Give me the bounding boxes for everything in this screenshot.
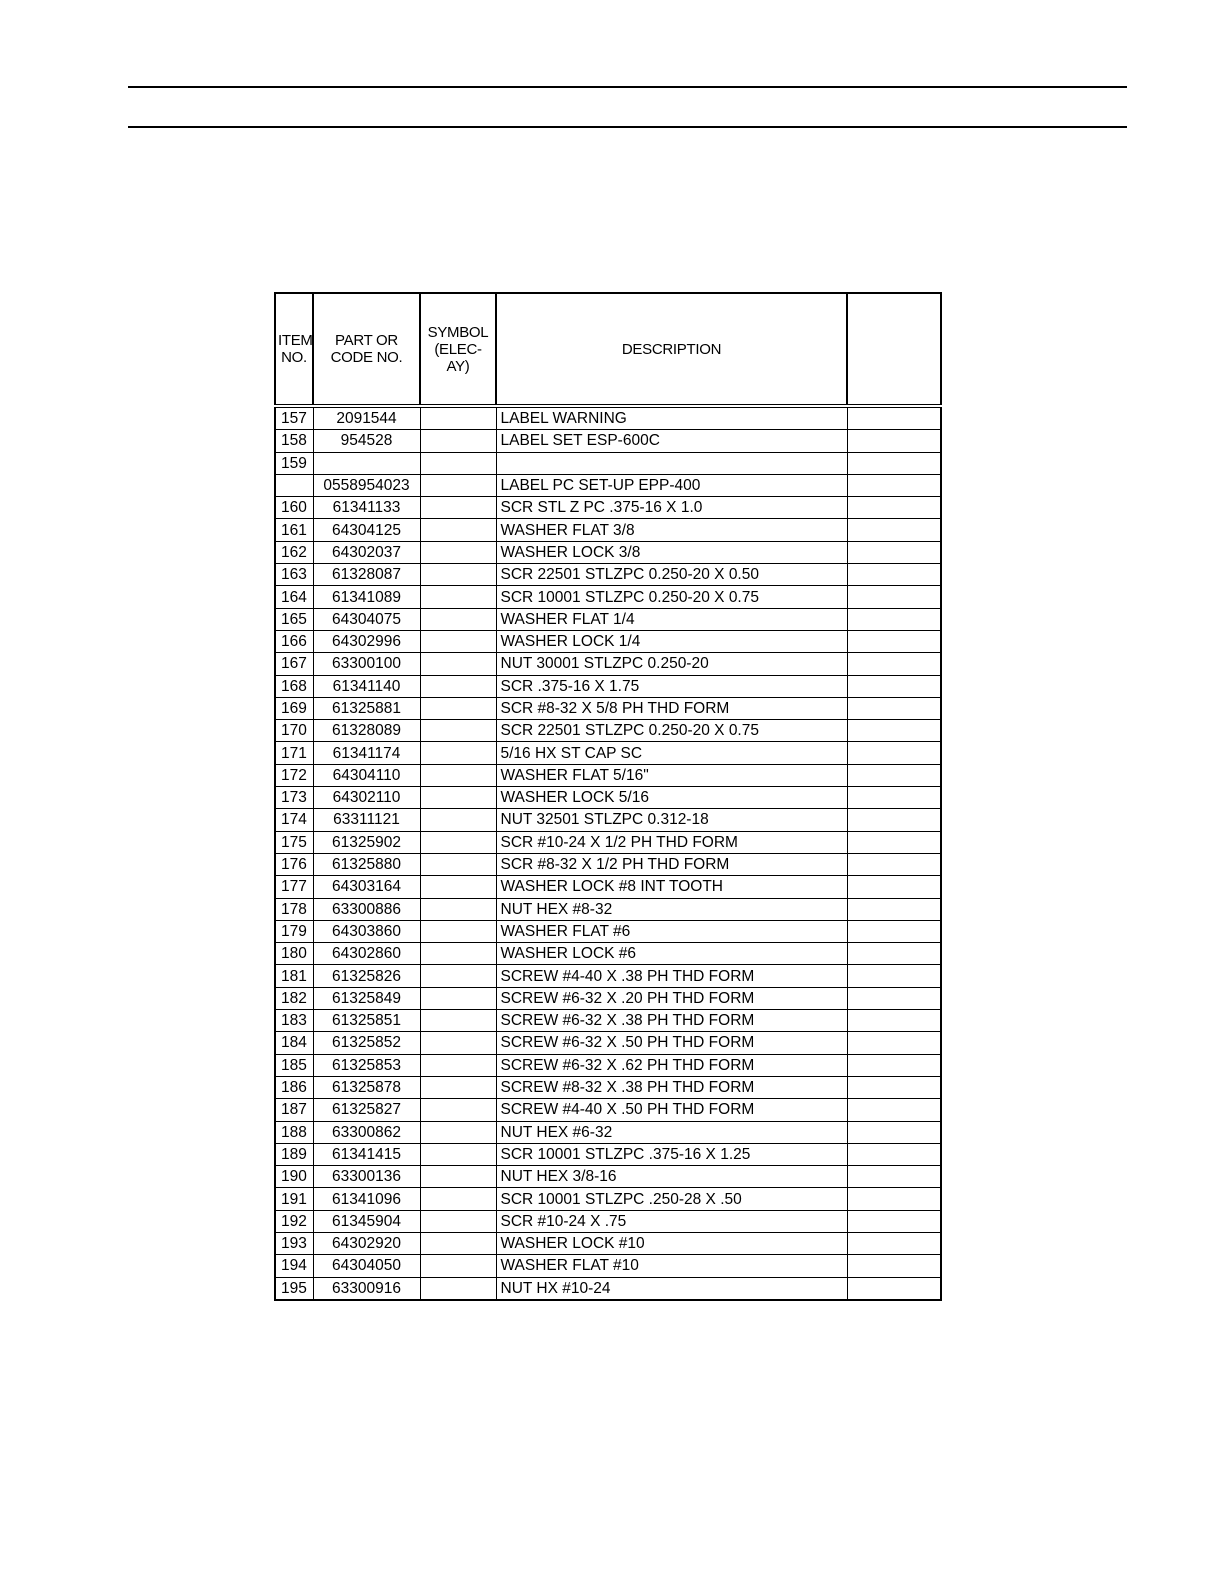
symbol-cell <box>420 675 496 697</box>
part-code-cell: 954528 <box>313 430 420 452</box>
table-row <box>275 430 941 452</box>
part-code-cell: 64303164 <box>313 876 420 898</box>
description-cell: WASHER FLAT 1/4 <box>496 608 847 630</box>
symbol-cell <box>420 430 496 452</box>
part-code-cell: 61328089 <box>313 720 420 742</box>
blank-cell <box>847 586 941 608</box>
symbol-cell <box>420 564 496 586</box>
symbol-cell <box>420 1210 496 1232</box>
part-code-cell: 64302110 <box>313 787 420 809</box>
table-row <box>275 965 941 987</box>
header-item-no: ITEM NO. <box>275 293 313 406</box>
item-number-cell: 181 <box>275 965 313 987</box>
item-number-cell: 170 <box>275 720 313 742</box>
blank-cell <box>847 1076 941 1098</box>
table-row <box>275 809 941 831</box>
blank-cell <box>847 1210 941 1232</box>
symbol-cell <box>420 474 496 496</box>
description-cell: SCREW #4-40 X .38 PH THD FORM <box>496 965 847 987</box>
description-cell: WASHER LOCK #10 <box>496 1232 847 1254</box>
symbol-cell <box>420 920 496 942</box>
blank-cell <box>847 430 941 452</box>
table-row <box>275 898 941 920</box>
blank-cell <box>847 541 941 563</box>
part-code-cell: 64304050 <box>313 1255 420 1277</box>
blank-cell <box>847 406 941 430</box>
item-number-cell: 168 <box>275 675 313 697</box>
table-row <box>275 1121 941 1143</box>
symbol-cell <box>420 876 496 898</box>
table-row <box>275 742 941 764</box>
blank-cell <box>847 1166 941 1188</box>
table-row <box>275 1076 941 1098</box>
symbol-cell <box>420 497 496 519</box>
item-number-cell: 159 <box>275 452 313 474</box>
description-cell: WASHER LOCK #6 <box>496 943 847 965</box>
symbol-cell <box>420 541 496 563</box>
blank-cell <box>847 787 941 809</box>
blank-cell <box>847 564 941 586</box>
table-row <box>275 497 941 519</box>
item-number-cell: 161 <box>275 519 313 541</box>
table-row <box>275 1210 941 1232</box>
item-number-cell: 175 <box>275 831 313 853</box>
item-number-cell: 182 <box>275 987 313 1009</box>
symbol-cell <box>420 1277 496 1300</box>
symbol-cell <box>420 1143 496 1165</box>
description-cell: NUT HEX 3/8-16 <box>496 1166 847 1188</box>
table-row <box>275 474 941 496</box>
description-cell: WASHER FLAT #6 <box>496 920 847 942</box>
table-row <box>275 675 941 697</box>
blank-cell <box>847 675 941 697</box>
blank-cell <box>847 1188 941 1210</box>
table-row <box>275 519 941 541</box>
item-number-cell: 177 <box>275 876 313 898</box>
description-cell: SCR 10001 STLZPC .250-28 X .50 <box>496 1188 847 1210</box>
symbol-cell <box>420 987 496 1009</box>
part-code-cell: 63300862 <box>313 1121 420 1143</box>
header-description: DESCRIPTION <box>496 293 847 406</box>
description-cell: WASHER FLAT 3/8 <box>496 519 847 541</box>
table-row <box>275 720 941 742</box>
table-row <box>275 586 941 608</box>
symbol-cell <box>420 720 496 742</box>
item-number-cell: 160 <box>275 497 313 519</box>
part-code-cell: 0558954023 <box>313 474 420 496</box>
part-code-cell: 61328087 <box>313 564 420 586</box>
symbol-cell <box>420 742 496 764</box>
header-rule-bottom <box>128 126 1127 128</box>
table-row <box>275 1166 941 1188</box>
blank-cell <box>847 898 941 920</box>
blank-cell <box>847 920 941 942</box>
description-cell: LABEL WARNING <box>496 406 847 430</box>
item-number-cell: 190 <box>275 1166 313 1188</box>
description-cell: SCR #8-32 X 1/2 PH THD FORM <box>496 853 847 875</box>
item-number-cell: 189 <box>275 1143 313 1165</box>
symbol-cell <box>420 1255 496 1277</box>
description-cell: WASHER LOCK 3/8 <box>496 541 847 563</box>
part-code-cell: 64304110 <box>313 764 420 786</box>
blank-cell <box>847 1277 941 1300</box>
symbol-cell <box>420 586 496 608</box>
description-cell: LABEL SET ESP-600C <box>496 430 847 452</box>
description-cell: NUT 32501 STLZPC 0.312-18 <box>496 809 847 831</box>
symbol-cell <box>420 831 496 853</box>
item-number-cell: 194 <box>275 1255 313 1277</box>
part-code-cell: 61345904 <box>313 1210 420 1232</box>
table-row <box>275 1255 941 1277</box>
description-cell: SCREW #6-32 X .38 PH THD FORM <box>496 1010 847 1032</box>
item-number-cell: 164 <box>275 586 313 608</box>
part-code-cell: 61325852 <box>313 1032 420 1054</box>
description-cell: SCR #8-32 X 5/8 PH THD FORM <box>496 697 847 719</box>
part-code-cell: 61325880 <box>313 853 420 875</box>
part-code-cell: 63300886 <box>313 898 420 920</box>
item-number-cell: 185 <box>275 1054 313 1076</box>
item-number-cell: 162 <box>275 541 313 563</box>
table-row <box>275 943 941 965</box>
table-row <box>275 920 941 942</box>
description-cell: WASHER FLAT 5/16" <box>496 764 847 786</box>
part-code-cell: 64302037 <box>313 541 420 563</box>
part-code-cell: 61325902 <box>313 831 420 853</box>
symbol-cell <box>420 809 496 831</box>
part-code-cell: 61325853 <box>313 1054 420 1076</box>
part-code-cell: 63300916 <box>313 1277 420 1300</box>
blank-cell <box>847 764 941 786</box>
description-cell: SCR 10001 STLZPC .375-16 X 1.25 <box>496 1143 847 1165</box>
description-cell: NUT HX #10-24 <box>496 1277 847 1300</box>
symbol-cell <box>420 965 496 987</box>
symbol-cell <box>420 787 496 809</box>
part-code-cell: 2091544 <box>313 406 420 430</box>
table-row <box>275 853 941 875</box>
blank-cell <box>847 697 941 719</box>
item-number-cell: 172 <box>275 764 313 786</box>
item-number-cell <box>275 474 313 496</box>
part-code-cell: 61341415 <box>313 1143 420 1165</box>
description-cell: SCREW #6-32 X .50 PH THD FORM <box>496 1032 847 1054</box>
description-cell: SCR 22501 STLZPC 0.250-20 X 0.50 <box>496 564 847 586</box>
symbol-cell <box>420 697 496 719</box>
part-code-cell: 61325849 <box>313 987 420 1009</box>
symbol-cell <box>420 608 496 630</box>
blank-cell <box>847 1099 941 1121</box>
table-row <box>275 1232 941 1254</box>
part-code-cell: 64302860 <box>313 943 420 965</box>
part-code-cell: 61325827 <box>313 1099 420 1121</box>
symbol-cell <box>420 1054 496 1076</box>
symbol-cell <box>420 764 496 786</box>
table-row <box>275 541 941 563</box>
description-cell: WASHER FLAT #10 <box>496 1255 847 1277</box>
part-code-cell: 64303860 <box>313 920 420 942</box>
blank-cell <box>847 630 941 652</box>
header-blank <box>847 293 941 406</box>
symbol-cell <box>420 630 496 652</box>
part-code-cell: 61341089 <box>313 586 420 608</box>
symbol-cell <box>420 1076 496 1098</box>
table-row <box>275 1054 941 1076</box>
symbol-cell <box>420 452 496 474</box>
symbol-cell <box>420 519 496 541</box>
blank-cell <box>847 1054 941 1076</box>
header-rule-top <box>128 86 1127 88</box>
table-row <box>275 697 941 719</box>
part-code-cell <box>313 452 420 474</box>
part-code-cell: 61341133 <box>313 497 420 519</box>
symbol-cell <box>420 1166 496 1188</box>
description-cell: SCREW #6-32 X .62 PH THD FORM <box>496 1054 847 1076</box>
description-cell: NUT HEX #8-32 <box>496 898 847 920</box>
blank-cell <box>847 876 941 898</box>
blank-cell <box>847 987 941 1009</box>
description-cell: NUT 30001 STLZPC 0.250-20 <box>496 653 847 675</box>
item-number-cell: 163 <box>275 564 313 586</box>
blank-cell <box>847 809 941 831</box>
blank-cell <box>847 1032 941 1054</box>
part-code-cell: 63300136 <box>313 1166 420 1188</box>
item-number-cell: 166 <box>275 630 313 652</box>
blank-cell <box>847 853 941 875</box>
table-row <box>275 608 941 630</box>
table-row <box>275 831 941 853</box>
part-code-cell: 64304125 <box>313 519 420 541</box>
symbol-cell <box>420 898 496 920</box>
blank-cell <box>847 1121 941 1143</box>
item-number-cell: 187 <box>275 1099 313 1121</box>
table-row <box>275 564 941 586</box>
description-cell: SCR 10001 STLZPC 0.250-20 X 0.75 <box>496 586 847 608</box>
blank-cell <box>847 653 941 675</box>
symbol-cell <box>420 1099 496 1121</box>
table-row <box>275 406 941 430</box>
blank-cell <box>847 831 941 853</box>
blank-cell <box>847 720 941 742</box>
blank-cell <box>847 608 941 630</box>
table-row <box>275 452 941 474</box>
item-number-cell: 158 <box>275 430 313 452</box>
table-body <box>275 406 941 1300</box>
symbol-cell <box>420 1188 496 1210</box>
item-number-cell: 174 <box>275 809 313 831</box>
item-number-cell: 157 <box>275 406 313 430</box>
blank-cell <box>847 474 941 496</box>
description-cell: WASHER LOCK #8 INT TOOTH <box>496 876 847 898</box>
table-row <box>275 787 941 809</box>
description-cell: WASHER LOCK 5/16 <box>496 787 847 809</box>
part-code-cell: 64302920 <box>313 1232 420 1254</box>
description-cell: 5/16 HX ST CAP SC <box>496 742 847 764</box>
description-cell: SCR #10-24 X .75 <box>496 1210 847 1232</box>
blank-cell <box>847 943 941 965</box>
blank-cell <box>847 452 941 474</box>
item-number-cell: 180 <box>275 943 313 965</box>
symbol-cell <box>420 1010 496 1032</box>
table-row <box>275 1010 941 1032</box>
item-number-cell: 171 <box>275 742 313 764</box>
part-code-cell: 61341140 <box>313 675 420 697</box>
symbol-cell <box>420 406 496 430</box>
table-row <box>275 1277 941 1300</box>
item-number-cell: 193 <box>275 1232 313 1254</box>
item-number-cell: 191 <box>275 1188 313 1210</box>
table-row <box>275 1143 941 1165</box>
symbol-cell <box>420 653 496 675</box>
description-cell: SCR STL Z PC .375-16 X 1.0 <box>496 497 847 519</box>
part-code-cell: 64304075 <box>313 608 420 630</box>
blank-cell <box>847 1255 941 1277</box>
description-cell <box>496 452 847 474</box>
table-row <box>275 764 941 786</box>
table-row <box>275 653 941 675</box>
symbol-cell <box>420 1121 496 1143</box>
description-cell: SCREW #6-32 X .20 PH THD FORM <box>496 987 847 1009</box>
item-number-cell: 192 <box>275 1210 313 1232</box>
blank-cell <box>847 497 941 519</box>
item-number-cell: 176 <box>275 853 313 875</box>
table-row <box>275 987 941 1009</box>
item-number-cell: 169 <box>275 697 313 719</box>
item-number-cell: 188 <box>275 1121 313 1143</box>
part-code-cell: 63311121 <box>313 809 420 831</box>
symbol-cell <box>420 1232 496 1254</box>
symbol-cell <box>420 853 496 875</box>
description-cell: WASHER LOCK 1/4 <box>496 630 847 652</box>
blank-cell <box>847 1143 941 1165</box>
item-number-cell: 165 <box>275 608 313 630</box>
blank-cell <box>847 519 941 541</box>
table-row <box>275 876 941 898</box>
parts-list-table <box>274 292 942 1301</box>
description-cell: NUT HEX #6-32 <box>496 1121 847 1143</box>
item-number-cell: 179 <box>275 920 313 942</box>
description-cell: SCR .375-16 X 1.75 <box>496 675 847 697</box>
table-row <box>275 1099 941 1121</box>
table-row <box>275 1032 941 1054</box>
blank-cell <box>847 742 941 764</box>
blank-cell <box>847 1232 941 1254</box>
symbol-cell <box>420 1032 496 1054</box>
table-header-row <box>275 293 941 406</box>
header-symbol: SYMBOL (ELEC-AY) <box>420 293 496 406</box>
part-code-cell: 61341174 <box>313 742 420 764</box>
item-number-cell: 186 <box>275 1076 313 1098</box>
blank-cell <box>847 965 941 987</box>
part-code-cell: 61341096 <box>313 1188 420 1210</box>
item-number-cell: 167 <box>275 653 313 675</box>
item-number-cell: 183 <box>275 1010 313 1032</box>
table-row <box>275 1188 941 1210</box>
part-code-cell: 64302996 <box>313 630 420 652</box>
item-number-cell: 195 <box>275 1277 313 1300</box>
description-cell: LABEL PC SET-UP EPP-400 <box>496 474 847 496</box>
description-cell: SCR 22501 STLZPC 0.250-20 X 0.75 <box>496 720 847 742</box>
description-cell: SCR #10-24 X 1/2 PH THD FORM <box>496 831 847 853</box>
symbol-cell <box>420 943 496 965</box>
blank-cell <box>847 1010 941 1032</box>
description-cell: SCREW #4-40 X .50 PH THD FORM <box>496 1099 847 1121</box>
part-code-cell: 61325826 <box>313 965 420 987</box>
table-row <box>275 630 941 652</box>
part-code-cell: 61325878 <box>313 1076 420 1098</box>
part-code-cell: 63300100 <box>313 653 420 675</box>
item-number-cell: 184 <box>275 1032 313 1054</box>
item-number-cell: 178 <box>275 898 313 920</box>
part-code-cell: 61325851 <box>313 1010 420 1032</box>
part-code-cell: 61325881 <box>313 697 420 719</box>
item-number-cell: 173 <box>275 787 313 809</box>
header-part-code: PART OR CODE NO. <box>313 293 420 406</box>
description-cell: SCREW #8-32 X .38 PH THD FORM <box>496 1076 847 1098</box>
